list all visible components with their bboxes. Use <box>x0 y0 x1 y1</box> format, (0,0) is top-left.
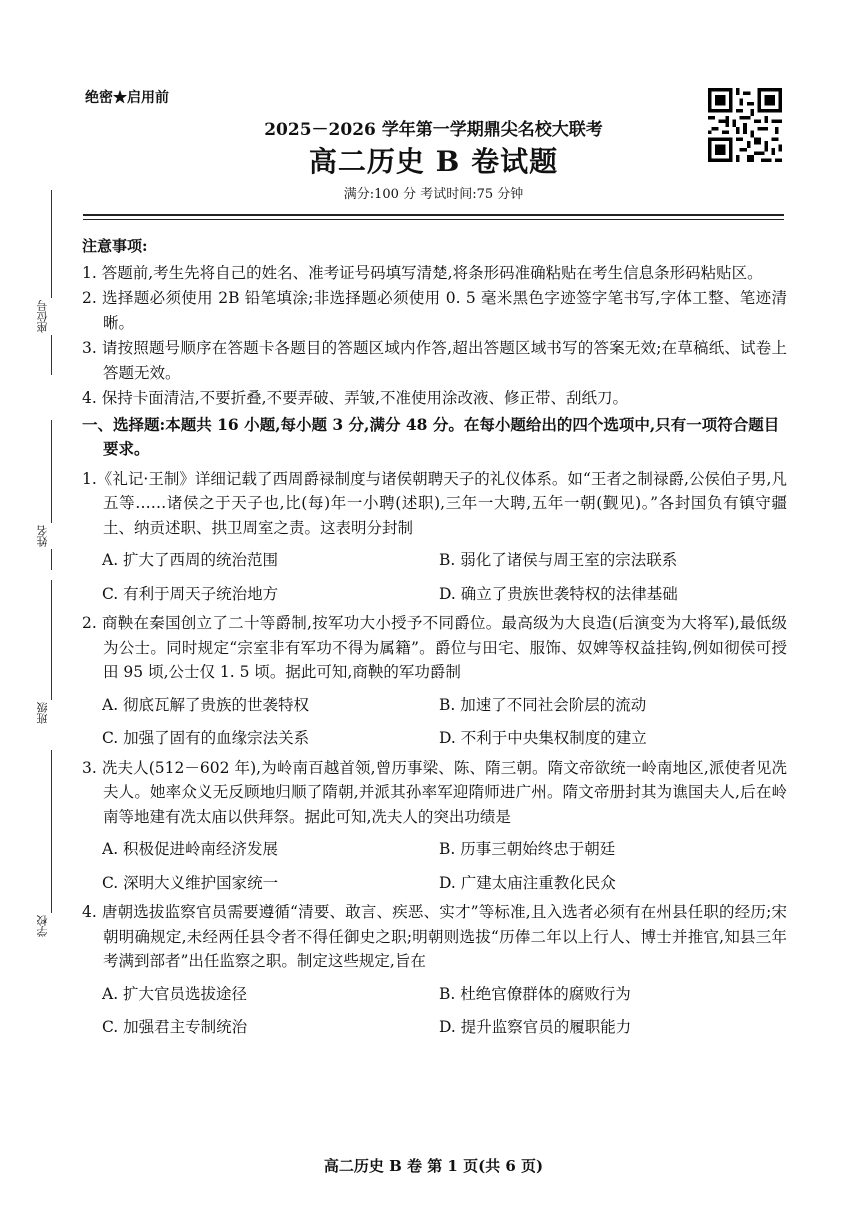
name-label: 姓名 <box>36 523 52 549</box>
header-divider <box>83 219 784 220</box>
notice-item: 2. 选择题必须使用 2B 铅笔填涂;非选择题必须使用 0. 5 毫米黑色字迹签字笔书写,字体工整、笔迹清晰。 <box>82 289 787 332</box>
question-options <box>102 693 787 751</box>
option: D. 确立了贵族世袭特权的法律基础 <box>439 584 678 603</box>
page-title: 高二历史 B 卷试题 <box>308 145 559 178</box>
option: A. 彻底瓦解了贵族的世袭特权 <box>102 695 310 714</box>
exam-meta: 满分:100 分 考试时间:75 分钟 <box>343 187 524 202</box>
question-options <box>102 837 787 895</box>
seat-number-label: 座位号 <box>36 298 52 335</box>
option: D. 广建太庙注重教化民众 <box>439 873 616 892</box>
option: D. 提升监察官员的履职能力 <box>439 1018 632 1036</box>
option: A. 扩大了西周的统治范围 <box>102 551 279 569</box>
confidential-mark: 绝密★启用前 <box>85 90 169 106</box>
option: C. 加强了固有的血缘宗法关系 <box>102 729 310 747</box>
binding-line <box>51 750 52 925</box>
school-label: 学校 <box>36 913 52 939</box>
option: C. 深明大义维护国家统一 <box>102 873 279 892</box>
question-options <box>102 982 787 1040</box>
option: C. 加强君主专制统治 <box>102 1018 248 1036</box>
option: B. 历事三朝始终忠于朝廷 <box>439 840 616 858</box>
question-stem: 1.《礼记·王制》详细记载了西周爵禄制度与诸侯朝聘天子的礼仪体系。如“王者之制禄爵,公侯伯子男,凡五等……诸侯之于天子也,比(每)年一小聘(述职),三年一大聘,五年一朝(觐见)。”各封国负有镇守疆土、纳贡述职、拱卫周室之责。这表明分封制 <box>82 469 787 537</box>
option: A. 积极促进岭南经济发展 <box>102 840 279 858</box>
question-stem: 4. 唐朝选拔监察官员需要遵循“清要、敢言、疾恶、实才”等标准,且入选者必须有在州县任职的经历;宋朝明确规定,未经两任县令者不得任御史之职;明朝则选拔“历俸二年以上行人、博士并推官,知县三年考满到部者”出任监察之职。制定这些规定,旨在 <box>82 903 787 970</box>
option: B. 加速了不同社会阶层的流动 <box>439 695 647 714</box>
option: A. 扩大官员选拔途径 <box>102 984 248 1003</box>
section-heading: 一、选择题:本题共 16 小题,每小题 3 分,满分 48 分。在每小题给出的四个选项中,只有一项符合题目要求。 <box>82 414 780 458</box>
notice-item: 3. 请按照题号顺序在答题卡各题目的答题区域内作答,超出答题区域书写的答案无效;在草稿纸、试卷上答题无效。 <box>82 339 787 382</box>
notice-item: 1. 答题前,考生先将自己的姓名、准考证号码填写清楚,将条形码准确粘贴在考生信息条形码粘贴区。 <box>82 263 763 282</box>
qr-code <box>707 88 783 162</box>
question-stem: 3. 冼夫人(512－602 年),为岭南百越首领,曾历事梁、陈、隋三朝。隋文帝欲统一岭南地区,派使者见冼夫人。她率众义无反顾地归顺了隋朝,并派其孙率军迎隋师进广州。隋文帝册封其为谯国夫人,后在岭南等地建有冼太庙以供拜祭。据此可知,冼夫人的突出功绩是 <box>82 758 787 826</box>
option: C. 有利于周天子统治地方 <box>102 584 279 603</box>
question-stem: 2. 商鞅在秦国创立了二十等爵制,按军功大小授予不同爵位。最高级为大良造(后演变为大将军),最低级为公士。同时规定“宗室非有军功不得为属籍”。爵位与田宅、服饰、奴婢等权益挂钩,例如彻侯可授田 95 顷,公士仅 1. 5 顷。据此可知,商鞅的军功爵制 <box>82 614 787 681</box>
binding-line <box>51 580 52 710</box>
notice-item: 4. 保持卡面清洁,不要折叠,不要弄破、弄皱,不准使用涂改液、修正带、刮纸刀。 <box>82 389 628 407</box>
option: B. 弱化了诸侯与周王室的宗法联系 <box>439 551 678 569</box>
notice-heading: 注意事项: <box>82 237 148 255</box>
exam-name: 2025－2026 学年第一学期鼎尖名校大联考 <box>264 120 603 140</box>
binding-line <box>51 190 52 375</box>
exam-content <box>82 234 787 1040</box>
header-divider <box>83 214 784 216</box>
option: B. 杜绝官僚群体的腐败行为 <box>439 984 631 1003</box>
question-options <box>102 548 787 606</box>
class-label: 班级 <box>36 700 52 726</box>
option: D. 不利于中央集权制度的建立 <box>439 729 647 747</box>
page-footer: 高二历史 B 卷 第 1 页(共 6 页) <box>323 1157 544 1175</box>
